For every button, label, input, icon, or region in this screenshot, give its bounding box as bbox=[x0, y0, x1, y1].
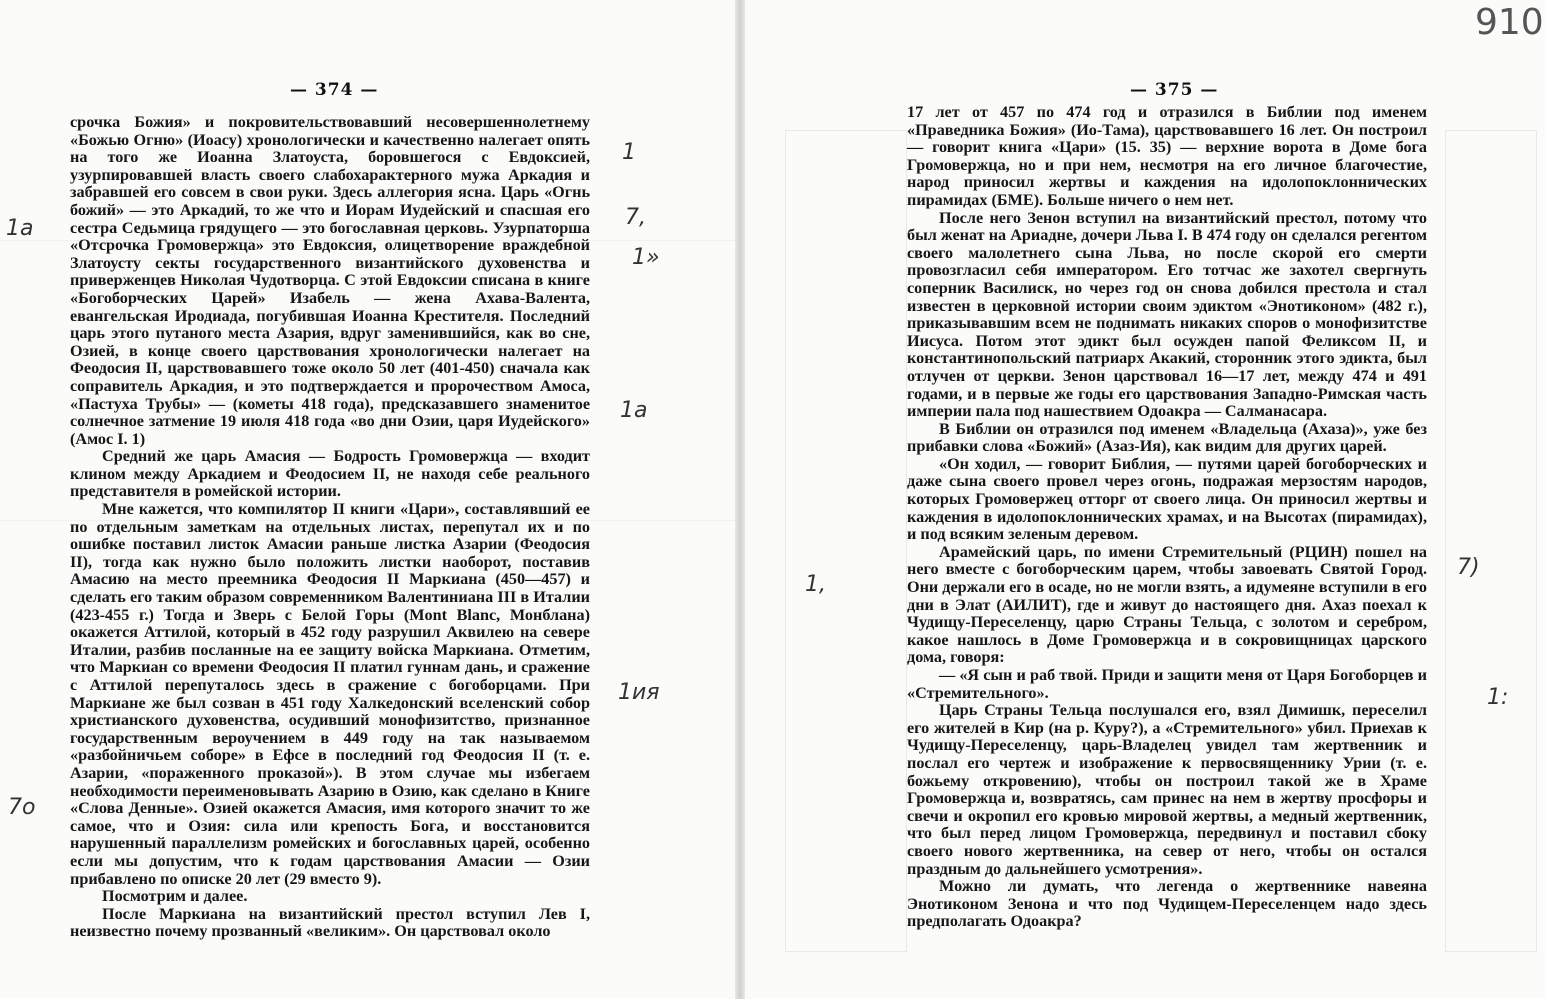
page-number: — 375 — bbox=[1130, 80, 1219, 100]
margin-note: 1, bbox=[805, 572, 826, 597]
left-page-text bbox=[70, 114, 590, 941]
margin-note: 1 bbox=[622, 140, 636, 165]
paragraph: После Маркиана на византийский престол вступил Лев I, неизвестно почему прозванный «великим». Он царствовал около bbox=[70, 904, 590, 941]
margin-note: 7) bbox=[1457, 555, 1480, 580]
right-page-text bbox=[907, 104, 1427, 931]
paragraph: «Он ходил, — говорит Библия, — путями царей богоборческих и даже сына своего провел через огонь, подражая мерзостям народов, которых Громовержец отторг от своего лица. Он приносил жертвы и каждения в идолопоклоннических храмах, и на Высотах (пирамидах), и под всяким зеленым деревом. bbox=[907, 454, 1427, 544]
bleed-through bbox=[1445, 130, 1537, 952]
book-gutter bbox=[735, 0, 745, 999]
margin-note: 1: bbox=[1487, 685, 1509, 710]
paragraph: Можно ли думать, что легенда о жертвеннике навеяна Энотиконом Зенона и что под Чудищем-Переселенцем надо здесь предполагать Одоакра? bbox=[907, 877, 1427, 931]
bleed-through bbox=[785, 130, 907, 952]
page-number: — 374 — bbox=[290, 80, 379, 100]
paragraph: В Библии он отразился под именем «Владельца (Ахаза)», уже без прибавки слова «Божий» (Азаз-Ия), как видим для других царей. bbox=[907, 419, 1427, 456]
paragraph: — «Я сын и раб твой. Приди и защити меня от Царя Богоборцев и «Стремительного». bbox=[907, 666, 1427, 702]
right-page bbox=[745, 0, 1545, 999]
paragraph: После него Зенон вступил на византийский престол, потому что был женат на Ариадне, дочери Льва I. В 474 году он сделался регентом своего малолетнего сына Льва, но после скорой его смерти провозгласил себя императором. Его тотчас же захотел свергнуть соперник Василиск, но через год он снова добился престола и стал известен в церковной истории своим эдиктом «Энотиконом» (482 г.), приказывавшим всем не поднимать никаких споров о монофизитстве Иисуса. Потом этот эдикт был осужден папой Феликсом II, и константинопольский патриарх Акакий, сторонник этого эдикта, был отлучен от церкви. Зенон царствовал 16—17 лет, между 474 и 491 годами, и в первые же годы его царствования Западно-Римская часть империи пала под нашествием Одоакра — Салманасара. bbox=[907, 208, 1427, 421]
paragraph: Арамейский царь, по имени Стремительный (РЦИН) пошел на него вместе с богоборческим царем, чтобы завоевать Святой Город. Они держали его в осаде, но не могли взять, а идумеяне вступили в его дни в Элат (АИЛИТ), где и живут до настоящего дня. Ахаз поехал к Чудищу-Переселенцу, царю Страны Тельца, с золотом и серебром, какое нашлось в Доме Громовержца и в сокровищницах царского дома, говоря: bbox=[907, 542, 1427, 667]
paragraph: Посмотрим и далее. bbox=[102, 887, 248, 906]
margin-note: 7о bbox=[8, 795, 36, 820]
margin-note: 1ия bbox=[618, 680, 660, 705]
paragraph: Средний же царь Амасия — Бодрость Громовержца — входит клином между Аркадием и Феодосием II, не находя себе реального представителя в ромейской истории. bbox=[70, 447, 590, 501]
paragraph: срочка Божия» и покровительствовавший несовершеннолетнему «Божью Огню» (Иоасу) хронологически и качественно налегает опять на того же Иоанна Златоуста, боровшегося с Евдоксией, узурпировавшей власть своего слабохарактерного мужа Аркадия и забравшей его совсем в свои руки. Здесь аллегория ясна. Царь «Огнь божий» — это Аркадий, то же что и Иорам Иудейский и спасшая его сестра Седьмица грядущего — это богославная церковь. Узурпаторша «Отсрочка Громовержца» это Евдоксия, олицетворение враждебной Златоусту секты государственного византийского духовенства и приверженцев Николая Чудотворца. С этой Евдоксии списана в книге «Богоборческих Царей» Изабель — жена Ахава-Валента, евангельская Иродиада, погубившая Иоанна Крестителя. Последний царь этого путаного места Азария, вдруг заменившийся, как во сне, Озией, в конце своего царствования хронологически налегает на Феодосия II, царствовавшего тоже около 50 лет (401-450) сначала как соправитель Аркадия, и это подтверждается и пророчеством Амоса, «Пастуха Трубы» — (кометы 418 года), предсказавшего знаменитое солнечное затмение 19 июля 418 года «во дни Озии, царя Иудейского» (Амос I. 1) bbox=[70, 113, 590, 448]
margin-note: 1а bbox=[6, 216, 34, 241]
paragraph: 17 лет от 457 по 474 год и отразился в Библии под именем «Праведника Божия» (Ио-Тама), царствовавшего 16 лет. Он построил — говорит книга «Цари» (15. 35) — верхние ворота в Доме бога Громовержца, но и при нем, несмотря на его личное благочестие, народ приносил жертвы и каждения на идолопоклоннических пирамидах (БМЕ). Больше ничего о нем нет. bbox=[907, 103, 1427, 209]
margin-note: 1» bbox=[632, 245, 660, 270]
paragraph: Царь Страны Тельца послушался его, взял Димишк, переселил его жителей в Кир (на р. Куру?), а «Стремительного» убил. Приехав к Чудищу-Переселенцу, царь-Владелец увидел там жертвенник и послал его чертеж и изображение к первосвященнику Урии (т. е. божьему откровению), чтобы он построил такой же в Храме Громовержца и, возвратясь, сам принес на нем в жертву просфоры и свечи и окропил его кровью мировой жертвы, а медный жертвенник, что был перед лицом Громовержца, передвинул и поставил сбоку своего нового жертвенника, на север от него, чтобы он остался праздным до дальнейшего усмотрения». bbox=[907, 701, 1427, 878]
left-page bbox=[0, 0, 735, 999]
margin-note: 7, bbox=[625, 205, 646, 230]
margin-note: 1а bbox=[620, 398, 648, 423]
folio-number: 910 bbox=[1475, 2, 1544, 43]
paragraph: Мне кажется, что компилятор II книги «Цари», составлявший ее по отдельным заметкам на отдельных листах, перепутал их и по ошибке поставил листок Амасии раньше листка Азарии (Феодосия II), тогда как нужно было положить листки наоборот, поставив Амасию на место преемника Феодосия II Маркиана (450—457) и сделать его таким образом современником Валентиниана III в Италии (423-455 г.) Тогда и Зверь с Белой Горы (Mont Blanc, Монблана) окажется Аттилой, который в 452 году разрушил Аквилею на севере Италии, разбив посланные на ее защиту войска Маркиана. Отметим, что Маркиан со времени Феодосия II платил гуннам дань, и сражение с Аттилой перепуталось здесь в сражение с богоборцами. При Маркиане же был созван в 451 году Халкедонский вселенский собор христианского духовенства, осудивший монофизитство, признанное государственным вероучением в 449 году на так называемом «разбойничьем соборе» в Ефсе в последний год Феодосия II (т. е. Азарии, «пораженного проказой»). В этом случае мы избегаем необходимости переименовывать Азарию в Озию, как сделано в Книге «Слова Денные». Озией окажется Амасия, имя которого значит то же самое, что и Озия: сила или крепость Бога, и восстановится нарушенный параллелизм ромейских и богославных царей, особенно если мы допустим, что к годам царствования Амасии — Озии прибавлено по описке 20 лет (29 вместо 9). bbox=[70, 500, 590, 888]
